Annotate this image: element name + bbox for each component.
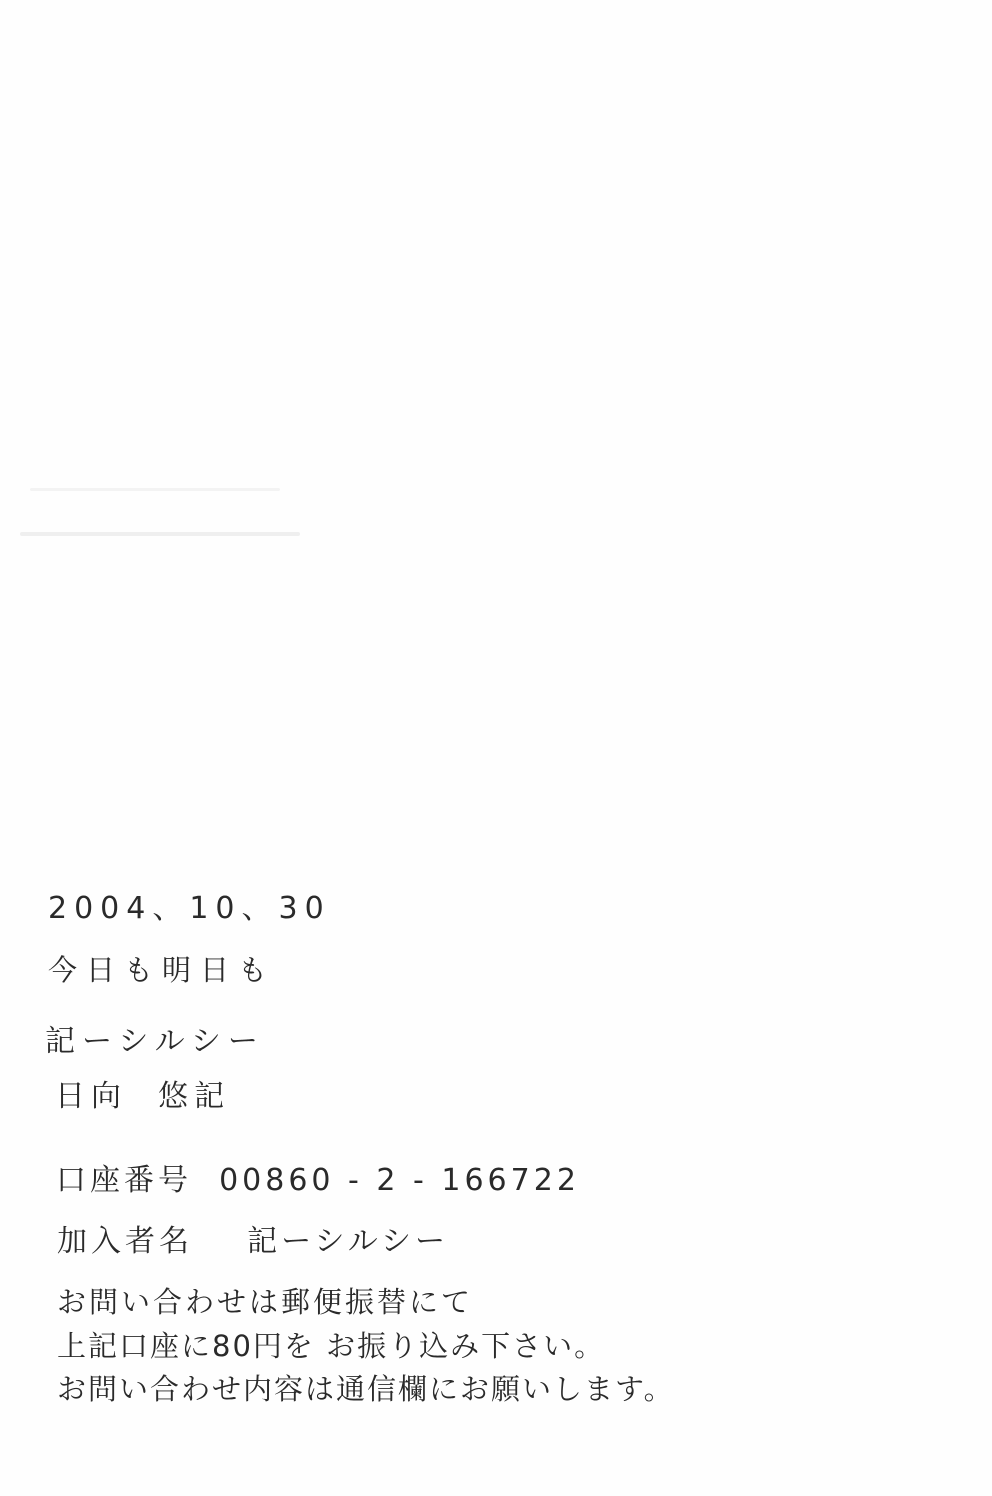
scan-artifact-streak [30,488,280,491]
book-title-text: 今日も明日も [48,953,277,987]
inquiry-note-line-1: お問い合わせは郵便振替にて [57,1285,474,1319]
circle-name-text: 記ーシルシー [45,1024,265,1059]
scan-artifact-streak [20,532,300,536]
date-text: 2004、10、30 [48,891,331,926]
postal-account-number-text: 口座番号 00860 - 2 - 166722 [56,1163,580,1198]
inquiry-note-line-3: お問い合わせ内容は通信欄にお願いします。 [57,1372,675,1406]
inquiry-note-line-2: 上記口座に80円を お振り込み下さい。 [57,1329,606,1363]
author-name-text: 日向 悠記 [55,1079,231,1114]
account-holder-name-text: 加入者名 記ーシルシー [57,1224,450,1259]
